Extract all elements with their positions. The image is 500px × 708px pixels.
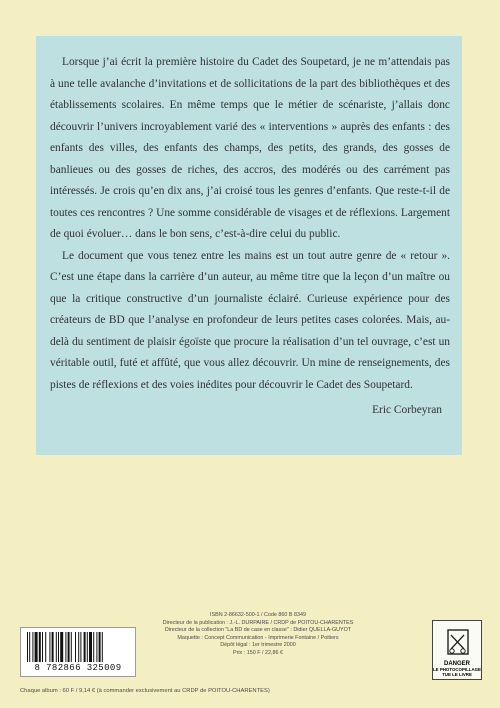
paragraph-1: Lorsque j’ai écrit la première histoire du Cadet des Soupetard, je ne m’attendais pas à une telle avalanche d’invitations et de sollicitations de la part des bibliothèques et des établissements scolaires. En même temps que le métier de scénariste, j’allais donc découvrir l’univers incroyablement varié des « interventions » auprès des enfants : des enfants des villes, des enfants des champs, des petits, des grands, des gosses de banlieues ou des gosses de riches, des accros, des modérés ou des carrément pas intéressés. Je crois qu’en dix ans, j’ai croisé tous les genres d’enfants. Que reste-t-il de toutes ces rencontres ? Une somme considérable de visages et de réflexions. Largement de quoi évoluer… dans le bon sens, c’est-à-dire celui du public. <box>50 56 450 240</box>
barcode <box>20 627 136 677</box>
book-scissors-icon <box>446 627 470 657</box>
danger-title: DANGER <box>443 661 470 667</box>
credit-legal-deposit: Dépôt légal : 1er trimestre 2000 <box>220 642 296 649</box>
credit-collection: Directeur de la collection "La BD de case en classe" : Didier QUELLA-GUYOT <box>164 627 352 634</box>
credit-price: Prix : 150 F / 22,86 € <box>232 649 284 656</box>
danger-subtitle-1: LE PHOTOCOPILLAGE <box>433 667 481 672</box>
credit-director: Directeur de la publication : J.-L. DURPAIRE / CRDP de POITOU-CHARENTES <box>162 619 354 626</box>
danger-photocopy-logo <box>432 620 482 680</box>
danger-subtitle-2: TUE LE LIVRE <box>442 672 472 677</box>
text-panel <box>36 36 462 455</box>
barcode-digits: 8 782866 325009 <box>34 663 122 673</box>
credit-layout: Maquette : Concept Communication - Imprimerie Fontaine / Poitiers <box>177 634 339 641</box>
publication-credits <box>138 612 378 658</box>
paragraph-2: Le document que vous tenez entre les mains est un tout autre genre de « retour ». C’est une étape dans la carrière d’un auteur, au même titre que la leçon d’un maître ou que la critique constructive d’un journaliste éclairé. Curieuse expérience pour des créateurs de BD que l’analyse en profondeur de leurs petites cases colorées. Mais, au-delà du sentiment de plaisir égoïste que procure la réalisation d’un tel ouvrage, c’est un véritable outil, futé et affûté, que vous allez découvrir. Un mine de renseignements, des pistes de réflexions et des voies inédites pour découvrir le Cadet des Soupetard. <box>50 249 450 391</box>
author-signature: Eric Corbeyran <box>372 404 442 416</box>
credit-isbn: ISBN 2-86632-500-1 / Code 860 B 8349 <box>210 612 306 618</box>
barcode-bars <box>27 632 131 662</box>
album-price-line: Chaque album : 60 F / 9,14 € (à commander exclusivement au CRDP de POITOU-CHARENTES) <box>20 688 270 694</box>
